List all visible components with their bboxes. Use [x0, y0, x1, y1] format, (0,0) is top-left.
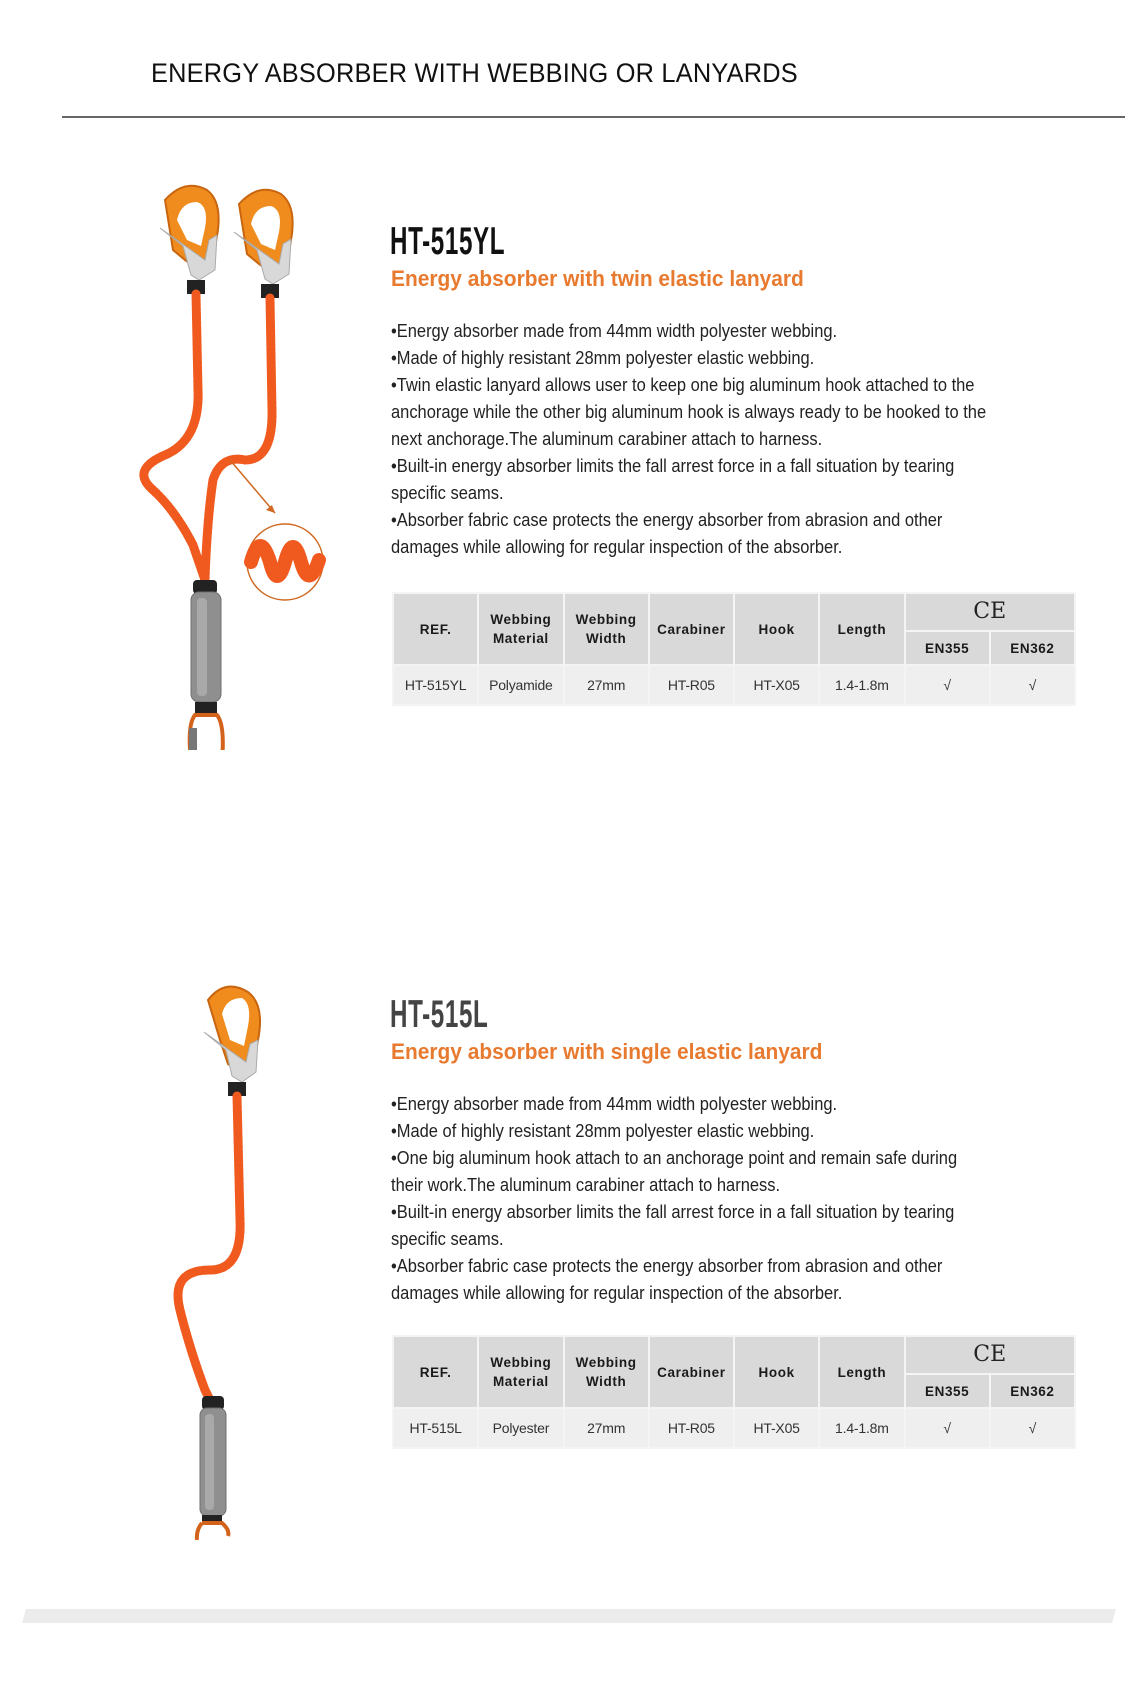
carabiner-icon — [189, 715, 223, 750]
feature-line: damages while allowing for regular inspection of the absorber. — [391, 537, 843, 557]
cell-en362-check: √ — [990, 1408, 1075, 1448]
header-carabiner: Carabiner — [649, 1336, 734, 1408]
header-en362: EN362 — [990, 1374, 1075, 1408]
spec-table — [392, 592, 1076, 706]
table-row — [393, 665, 1075, 705]
header-hook: Hook — [734, 1336, 819, 1408]
header-webbing-material: Webbing Material — [478, 1336, 563, 1408]
cell-webbing-material: Polyester — [478, 1408, 563, 1448]
aluminum-hook-icon — [234, 190, 293, 298]
cell-en355-check: √ — [905, 665, 990, 705]
header-en362: EN362 — [990, 631, 1075, 665]
cell-webbing-width: 27mm — [564, 1408, 649, 1448]
elastic-detail-zoom-icon — [247, 524, 323, 600]
feature-line: specific seams. — [391, 483, 504, 503]
feature-line: •Absorber fabric case protects the energy absorber from abrasion and other — [391, 1256, 943, 1276]
header-en355: EN355 — [905, 1374, 990, 1408]
ce-mark-icon: CE — [905, 1336, 1076, 1374]
cell-en355-check: √ — [905, 1408, 990, 1448]
aluminum-hook-icon — [204, 987, 260, 1096]
header-en355: EN355 — [905, 631, 990, 665]
cell-webbing-width: 27mm — [564, 665, 649, 705]
header-webbing-material: Webbing Material — [478, 593, 563, 665]
product-subtitle: Energy absorber with single elastic lanyard — [391, 1039, 823, 1064]
feature-line: specific seams. — [391, 1229, 504, 1249]
feature-line: anchorage while the other big aluminum hook is always ready to be hooked to the — [391, 402, 987, 422]
cell-en362-check: √ — [990, 665, 1075, 705]
feature-line: •Made of highly resistant 28mm polyester elastic webbing. — [391, 348, 815, 368]
feature-line: next anchorage.The aluminum carabiner attach to harness. — [391, 429, 823, 449]
cell-length: 1.4-1.8m — [819, 1408, 904, 1448]
ce-mark-icon: CE — [905, 593, 1076, 631]
header-webbing-width: Webbing Width — [564, 1336, 649, 1408]
feature-line: •Made of highly resistant 28mm polyester elastic webbing. — [391, 1121, 815, 1141]
cell-hook: HT-X05 — [734, 1408, 819, 1448]
header-length: Length — [819, 593, 904, 665]
cell-ref: HT-515L — [393, 1408, 478, 1448]
header-carabiner: Carabiner — [649, 593, 734, 665]
feature-list — [391, 318, 1121, 561]
page-title: ENERGY ABSORBER WITH WEBBING OR LANYARDS — [151, 58, 798, 88]
product-model: HT-515YL — [390, 220, 506, 263]
header-webbing-width: Webbing Width — [564, 593, 649, 665]
feature-line: •One big aluminum hook attach to an anchorage point and remain safe during — [391, 1148, 958, 1168]
product-model: HT-515L — [390, 993, 489, 1036]
single-elastic-lanyard-image — [150, 980, 310, 1540]
carabiner-icon — [197, 1523, 229, 1540]
twin-elastic-lanyard-image — [125, 180, 385, 750]
spec-table — [392, 1335, 1076, 1449]
aluminum-hook-icon — [160, 186, 219, 294]
feature-line: •Twin elastic lanyard allows user to keep one big aluminum hook attached to the — [391, 375, 975, 395]
feature-line: •Energy absorber made from 44mm width polyester webbing. — [391, 321, 838, 341]
header-length: Length — [819, 1336, 904, 1408]
cell-ref: HT-515YL — [393, 665, 478, 705]
feature-line: damages while allowing for regular inspection of the absorber. — [391, 1283, 843, 1303]
cell-hook: HT-X05 — [734, 665, 819, 705]
header-ref: REF. — [393, 593, 478, 665]
feature-line: •Built-in energy absorber limits the fall arrest force in a fall situation by tearing — [391, 1202, 955, 1222]
footer-bar — [22, 1609, 1116, 1623]
cell-carabiner: HT-R05 — [649, 1408, 734, 1448]
feature-line: their work.The aluminum carabiner attach to harness. — [391, 1175, 781, 1195]
cell-carabiner: HT-R05 — [649, 665, 734, 705]
table-row — [393, 1408, 1075, 1448]
feature-line: •Built-in energy absorber limits the fall arrest force in a fall situation by tearing — [391, 456, 955, 476]
cell-length: 1.4-1.8m — [819, 665, 904, 705]
cell-webbing-material: Polyamide — [478, 665, 563, 705]
header-hook: Hook — [734, 593, 819, 665]
product-subtitle: Energy absorber with twin elastic lanyard — [391, 266, 804, 291]
header-ref: REF. — [393, 1336, 478, 1408]
feature-line: •Energy absorber made from 44mm width polyester webbing. — [391, 1094, 838, 1114]
feature-list — [391, 1091, 1121, 1307]
feature-line: •Absorber fabric case protects the energy absorber from abrasion and other — [391, 510, 943, 530]
title-divider — [62, 116, 1125, 118]
